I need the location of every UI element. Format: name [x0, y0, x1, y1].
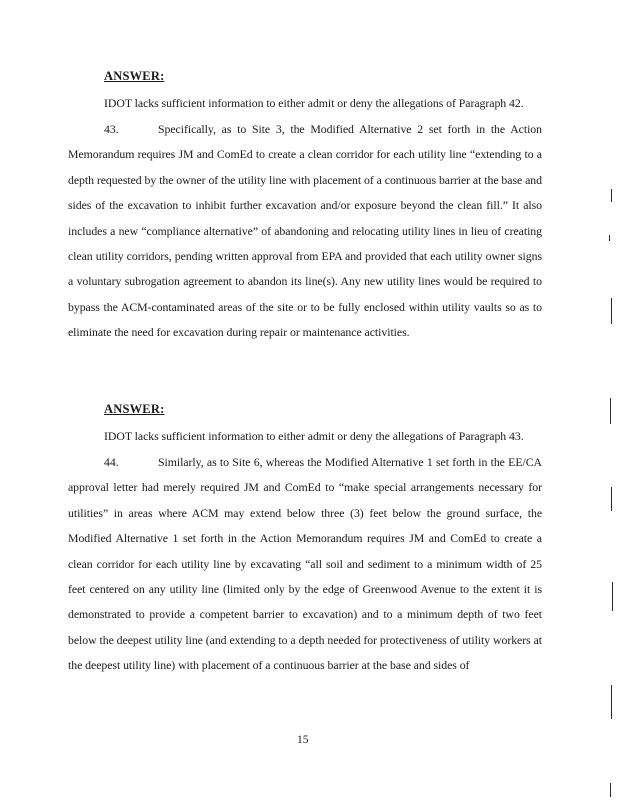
paragraph-43 — [68, 117, 542, 346]
answer-heading-42: ANSWER: — [104, 69, 165, 83]
paragraph-text-43: Specifically, as to Site 3, the Modified Alternative 2 set forth in the Action Memorandum requires JM and ComEd to create a clean corridor for each utility line “extending to a depth requested by the owner of the utility line with placement of a continuous barrier at the base and sides of the excavation to inhibit further excavation and/or exposure beyond the clean fill.” It also includes a new “compliance alternative” of abandoning and relocating utility lines in lieu of creating clean utility corridors, pending written approval from EPA and provided that each utility owner signs a voluntary subrogation agreement to abandon its line(s). Any new utility lines would be required to bypass the ACM-contaminated areas of the site or to be fully enclosed within utility vaults so as to eliminate the need for excavation during repair or maintenance activities. — [68, 122, 542, 340]
scan-artifact-mark — [611, 298, 612, 324]
scan-artifact-mark — [612, 582, 613, 611]
paragraph-number-44: 44. — [104, 455, 119, 469]
paragraph-44 — [68, 450, 542, 679]
scan-artifact-mark — [611, 685, 612, 719]
scan-artifact-mark — [610, 783, 611, 797]
paragraph-number-43: 43. — [104, 122, 119, 136]
answer-text-43: IDOT lacks sufficient information to either admit or deny the allegations of Paragraph 43. — [104, 429, 524, 443]
page-number: 15 — [297, 734, 309, 746]
answer-heading-43: ANSWER: — [104, 402, 165, 416]
scan-artifact-mark — [609, 235, 610, 241]
scan-artifact-mark — [610, 398, 611, 424]
scan-artifact-mark — [611, 189, 612, 202]
scan-artifact-mark — [611, 487, 612, 511]
paragraph-text-44: Similarly, as to Site 6, whereas the Modified Alternative 1 set forth in the EE/CA approval letter had merely required JM and ComEd to “make special arrangements necessary for utilities” in areas where ACM may extend below three (3) feet below the ground surface, the Modified Alternative 1 set forth in the Action Memorandum requires JM and ComEd to create a clean corridor for each utility line by excavating “all soil and sediment to a minimum width of 25 feet centered on any utility line (limited only by the edge of Greenwood Avenue to the extent it is demonstrated to provide a competent barrier to excavation) and to a minimum depth of two feet below the deepest utility line (and extending to a depth needed for protectiveness of utility workers at the deepest utility line) with placement of a continuous barrier at the base and sides of — [68, 455, 542, 673]
answer-text-42: IDOT lacks sufficient information to either admit or deny the allegations of Paragraph 42. — [104, 96, 524, 110]
